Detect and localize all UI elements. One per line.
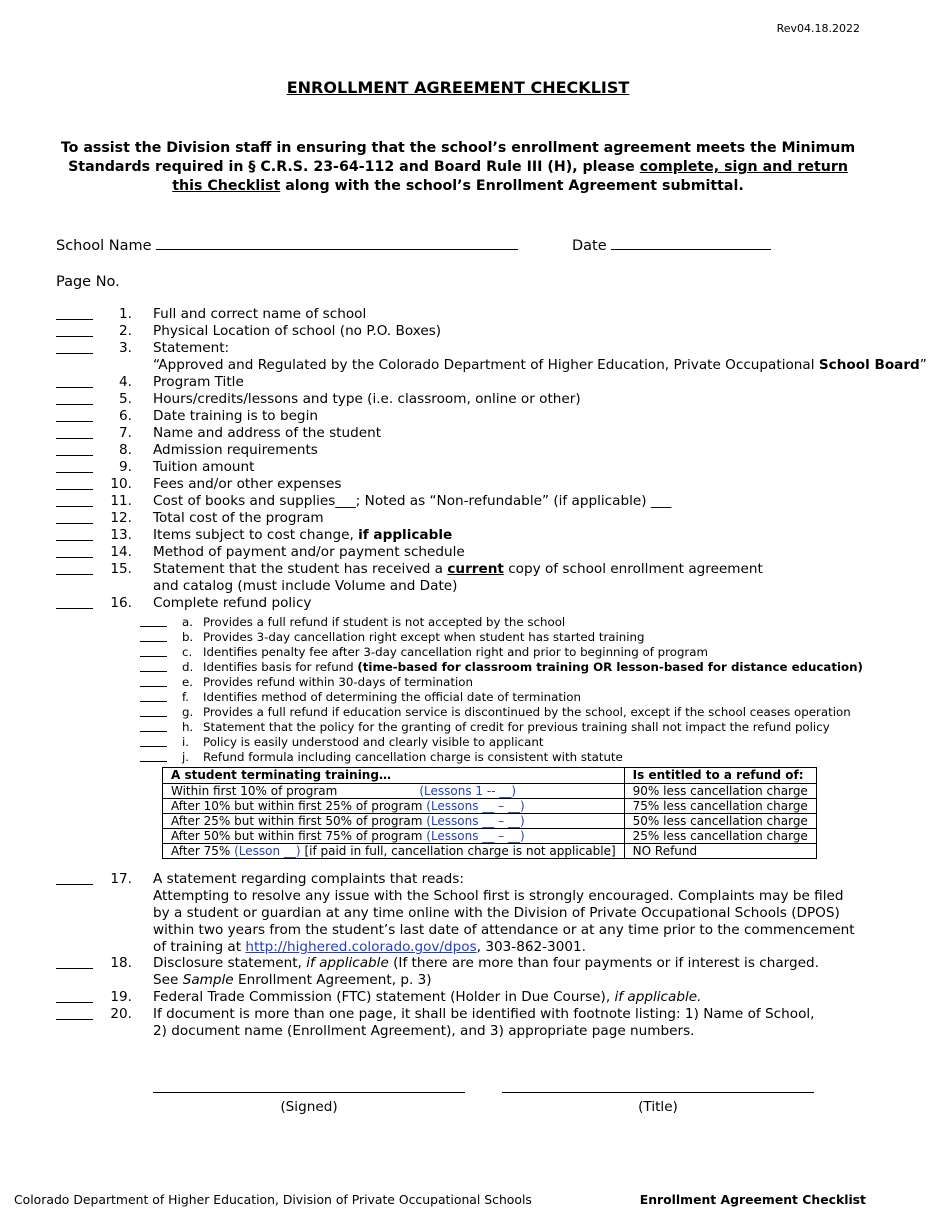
check-blank[interactable] (56, 489, 93, 490)
checklist-item: 17. A statement regarding complaints that reads: (0, 871, 950, 888)
check-blank[interactable] (140, 671, 167, 672)
check-blank[interactable] (56, 455, 93, 456)
lessons-range: (Lessons 1 -- __) (419, 784, 517, 798)
checklist-item: 3. Statement: (0, 340, 950, 357)
checklist-item-continued: and catalog (must include Volume and Date) (153, 578, 458, 594)
check-blank[interactable] (56, 540, 93, 541)
checklist-items-continued (0, 871, 950, 888)
table-row: After 50% but within first 75% of program (Lessons __ – __) 25% less cancellation charge (163, 829, 817, 844)
revision-label: Rev04.18.2022 (776, 22, 860, 35)
check-blank[interactable] (56, 884, 93, 885)
date-field (572, 236, 771, 254)
check-blank[interactable] (56, 353, 93, 354)
table-row: After 10% but within first 25% of program (Lessons __ – __) 75% less cancellation charge (163, 799, 817, 814)
school-name-field (56, 236, 518, 254)
check-blank[interactable] (56, 387, 93, 388)
checklist-item: 4. Program Title (0, 374, 950, 391)
check-blank[interactable] (56, 506, 93, 507)
checklist-item: 10. Fees and/or other expenses (0, 476, 950, 493)
check-blank[interactable] (140, 716, 167, 717)
checklist-item: 8. Admission requirements (0, 442, 950, 459)
statement-text: “Approved and Regulated by the Colorado Department of Higher Education, Private Occupational School Board” (153, 357, 927, 373)
lessons-range: (Lesson __) (234, 844, 301, 858)
check-blank[interactable] (56, 608, 93, 609)
refund-sub-item: d. Identifies basis for refund (time-based for classroom training OR lesson-based for distance education) (0, 660, 950, 675)
intro-part1: To assist the Division staff in ensuring that the school’s enrollment agreement meets the Minimum Standards required in § C.R.S. 23-64-112 and Board Rule III (H), please (60, 140, 856, 175)
checklist-item: 9. Tuition amount (0, 459, 950, 476)
check-blank[interactable] (140, 731, 167, 732)
check-blank[interactable] (56, 336, 93, 337)
checklist-item: 19. Federal Trade Commission (FTC) statement (Holder in Due Course), if applicable. (0, 989, 950, 1006)
checklist-item-continued: 2) document name (Enrollment Agreement), and 3) appropriate page numbers. (153, 1023, 695, 1039)
refund-sub-item: a. Provides a full refund if student is not accepted by the school (0, 615, 950, 630)
checklist-item: 6. Date training is to begin (0, 408, 950, 425)
table-header-row (163, 768, 817, 784)
checklist-item: 2. Physical Location of school (no P.O. Boxes) (0, 323, 950, 340)
signature-block (153, 1092, 465, 1115)
checklist-item: 20. If document is more than one page, it shall be identified with footnote listing: 1) Name of School, (0, 1006, 950, 1023)
check-blank[interactable] (56, 1019, 93, 1020)
check-blank[interactable] (56, 968, 93, 969)
check-blank[interactable] (56, 438, 93, 439)
check-blank[interactable] (56, 319, 93, 320)
check-blank[interactable] (56, 523, 93, 524)
check-blank[interactable] (140, 686, 167, 687)
table-header: Is entitled to a refund of: (624, 768, 816, 784)
check-blank[interactable] (56, 574, 93, 575)
refund-table (162, 767, 817, 859)
checklist-item: 7. Name and address of the student (0, 425, 950, 442)
signed-label: (Signed) (280, 1099, 338, 1115)
date-label: Date (572, 238, 607, 254)
refund-sub-item: b. Provides 3-day cancellation right except when student has started training (0, 630, 950, 645)
complaints-statement: Attempting to resolve any issue with the School first is strongly encouraged. Complaints may be filed by a student or guardian at any time online with the Division of Private Occupational Schools (DPOS) within two years from the student’s last date of attendance or at any time prior to the commencement of training at http://highered.colorado.gov/dpos, 303-862-3001. (153, 888, 855, 955)
lessons-range: (Lessons __ – __) (426, 799, 525, 813)
checklist-item: 14. Method of payment and/or payment schedule (0, 544, 950, 561)
table-header: A student terminating training… (163, 768, 625, 784)
footer-left: Colorado Department of Higher Education, Division of Private Occupational Schools (14, 1192, 532, 1207)
check-blank[interactable] (56, 472, 93, 473)
check-blank[interactable] (140, 761, 167, 762)
title-line[interactable] (502, 1092, 814, 1115)
refund-sub-item: h. Statement that the policy for the granting of credit for previous training shall not impact the refund policy (0, 720, 950, 735)
checklist-items-end (0, 955, 950, 1040)
checklist-item: 11. Cost of books and supplies___; Noted as “Non-refundable” (if applicable) ___ (0, 493, 950, 510)
check-blank[interactable] (140, 701, 167, 702)
intro-underlined: complete, sign and return this Checklist (172, 159, 848, 194)
check-blank[interactable] (56, 557, 93, 558)
checklist-item: 16. Complete refund policy (0, 595, 950, 612)
refund-sub-item: f. Identifies method of determining the official date of termination (0, 690, 950, 705)
refund-sub-item: g. Provides a full refund if education service is discontinued by the school, except if the school ceases operation (0, 705, 950, 720)
dpos-link[interactable]: http://highered.colorado.gov/dpos (245, 939, 477, 955)
refund-sub-item: c. Identifies penalty fee after 3-day cancellation right and prior to beginning of program (0, 645, 950, 660)
check-blank[interactable] (140, 626, 167, 627)
title-block (502, 1092, 814, 1115)
school-name-label: School Name (56, 238, 152, 254)
title-label: (Title) (638, 1099, 678, 1115)
check-blank[interactable] (56, 404, 93, 405)
checklist-item: 1. Full and correct name of school (0, 306, 950, 323)
table-row: After 25% but within first 50% of program (Lessons __ – __) 50% less cancellation charge (163, 814, 817, 829)
check-blank[interactable] (140, 641, 167, 642)
date-line[interactable] (611, 236, 771, 250)
check-blank[interactable] (56, 421, 93, 422)
refund-sub-item: e. Provides refund within 30-days of termination (0, 675, 950, 690)
checklist-item: 5. Hours/credits/lessons and type (i.e. classroom, online or other) (0, 391, 950, 408)
table-row: After 75% (Lesson __) [if paid in full, cancellation charge is not applicable] NO Refund (163, 844, 817, 859)
school-name-line[interactable] (156, 236, 518, 250)
check-blank[interactable] (56, 1002, 93, 1003)
checklist-item-continued: See Sample Enrollment Agreement, p. 3) (153, 972, 432, 988)
table-row: Within first 10% of program (Lessons 1 -- __) 90% less cancellation charge (163, 784, 817, 799)
check-blank[interactable] (140, 746, 167, 747)
checklist-item: 18. Disclosure statement, if applicable (If there are more than four payments or if interest is charged. (0, 955, 950, 972)
intro-paragraph (60, 139, 856, 196)
check-blank[interactable] (140, 656, 167, 657)
checklist-items (0, 306, 950, 765)
checklist-item: 15. Statement that the student has received a current copy of school enrollment agreement (0, 561, 950, 578)
intro-part2: along with the school’s Enrollment Agreement submittal. (280, 178, 744, 194)
checklist-item: 12. Total cost of the program (0, 510, 950, 527)
refund-sub-item: j. Refund formula including cancellation charge is consistent with statute (0, 750, 950, 765)
page-no-label: Page No. (56, 274, 120, 290)
page-title: ENROLLMENT AGREEMENT CHECKLIST (286, 78, 630, 97)
footer-right: Enrollment Agreement Checklist (639, 1192, 866, 1207)
lessons-range: (Lessons __ – __) (426, 829, 525, 843)
signature-line[interactable] (153, 1092, 465, 1115)
checklist-item: 13. Items subject to cost change, if applicable (0, 527, 950, 544)
lessons-range: (Lessons __ – __) (426, 814, 525, 828)
refund-sub-item: i. Policy is easily understood and clearly visible to applicant (0, 735, 950, 750)
